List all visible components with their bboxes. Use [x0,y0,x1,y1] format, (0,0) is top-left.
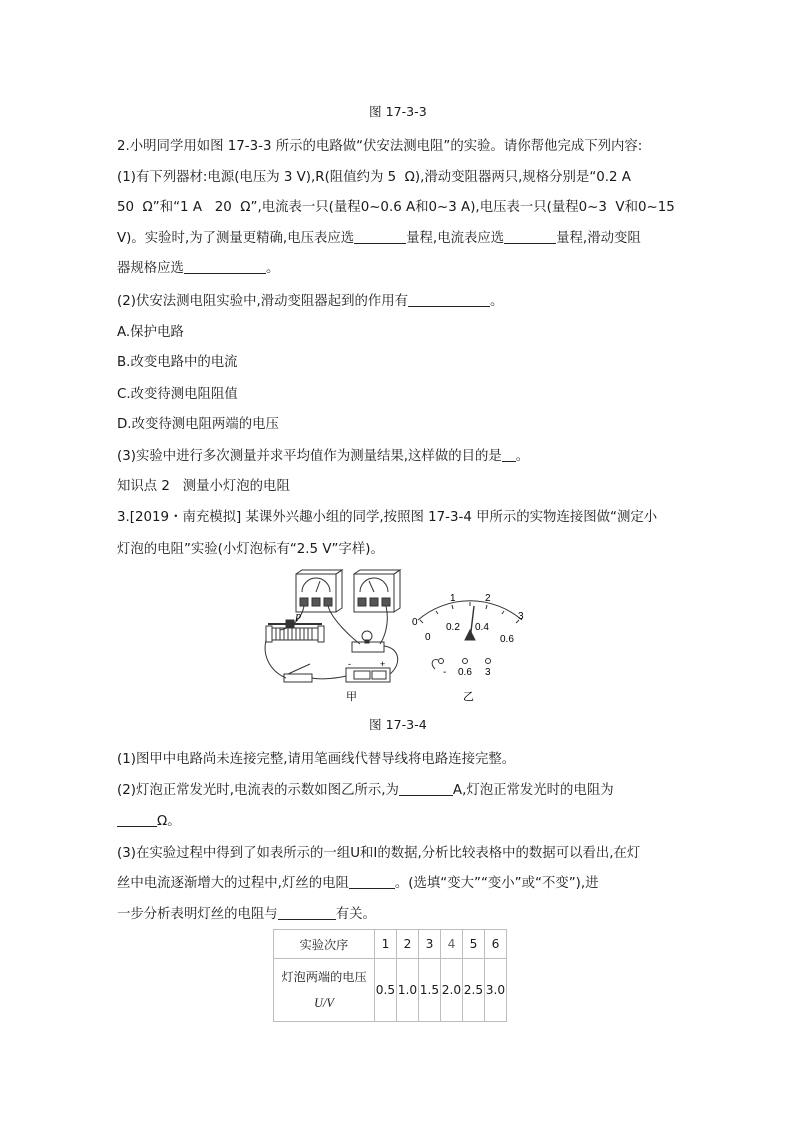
table-header-row [274,930,507,959]
answer-blank-factor[interactable] [278,905,336,920]
header-num: 1 [375,930,397,959]
q3-line-1: 3.[2019・南充模拟] 某课外兴趣小组的同学,按照图 17-3-4 甲所示的实物连接图做“测定小 [117,510,658,525]
battery-minus: - [348,659,351,669]
label-yi: 乙 [463,690,474,703]
header-num: 5 [463,930,485,959]
q3-part-1: (1)图甲中电路尚未连接完整,请用笔画线代替导线将电路连接完整。 [117,752,516,767]
q2-line-3: 50 Ω”和“1 A 20 Ω”,电流表一只(量程0~0.6 A和0~3 A),电压表一只(量程0~3 V和0~15 [117,200,675,215]
q2-line-4: V)。实验时,为了测量更精确,电压表应选 量程,电流表应选 量程,滑动变阻 [117,231,641,246]
q3-line-2: 灯泡的电阻”实验(小灯泡标有“2.5 V”字样)。 [117,542,384,557]
answer-blank-rheostat-role[interactable] [408,292,490,307]
table-cell: 1.5 [419,959,441,1022]
section-heading: 知识点 2 测量小灯泡的电阻 [117,479,290,494]
q2-line-5: 器规格应选 。 [117,261,280,276]
dial-bottom-0: 0 [425,632,431,643]
dial-top-1: 1 [450,593,456,604]
terminal-0-6: 0.6 [458,667,472,678]
dial-top-0: 0 [412,617,418,628]
table-cell: 1.0 [397,959,419,1022]
q3-part-3c: 一步分析表明灯丝的电阻与 有关。 [117,907,376,922]
q3-part-2: (2)灯泡正常发光时,电流表的示数如图乙所示,为 A,灯泡正常发光时的电阻为 [117,783,614,798]
option-d: D.改变待测电阻两端的电压 [117,417,279,432]
dial-top-2: 2 [485,593,491,604]
q2-line-6: (2)伏安法测电阻实验中,滑动变阻器起到的作用有 。 [117,294,504,309]
answer-blank-resistance[interactable] [117,812,157,827]
q3-part-3: (3)在实验过程中得到了如表所示的一组U和I的数据,分析比较表格中的数据可以看出,在灯 [117,846,641,861]
table-cell: 2.0 [441,959,463,1022]
q2-line-1: 2.小明同学用如图 17-3-3 所示的电路做“伏安法测电阻”的实验。请你帮他完成下列内容: [117,139,643,154]
switch [284,664,312,682]
answer-blank-ammeter-range[interactable] [504,229,556,244]
data-table [273,929,507,1022]
answer-blank-current[interactable] [399,781,453,796]
battery-plus: + [380,659,386,669]
table-cell: 2.5 [463,959,485,1022]
answer-blank-trend[interactable] [349,874,395,889]
dial-bottom-0-2: 0.2 [446,622,460,633]
dial-bottom-0-6: 0.6 [500,634,514,645]
ammeter-device [296,570,342,612]
option-a: A.保护电路 [117,325,184,340]
answer-blank-rheostat-spec[interactable] [184,259,266,274]
figure-caption-17-3-4: 图 17-3-4 [369,717,427,732]
table-row [274,959,507,1022]
q2-line-2: (1)有下列器材:电源(电压为 3 V),R(阻值约为 5 Ω),滑动变阻器两只,规格分别是“0.2 A [117,170,631,185]
q3-part-3b: 丝中电流逐渐增大的过程中,灯丝的电阻 。(选填“变大”“变小”或“不变”),进 [117,876,599,891]
figure-caption-17-3-3: 图 17-3-3 [369,104,427,119]
q2-line-7: (3)实验中进行多次测量并求平均值作为测量结果,这样做的目的是 。 [117,449,530,464]
answer-blank-voltmeter-range[interactable] [354,229,406,244]
header-num: 6 [485,930,507,959]
label-jia: 甲 [346,690,357,703]
header-num: 3 [419,930,441,959]
answer-blank-purpose[interactable] [502,447,516,462]
q3-part-2b: Ω。 [117,812,181,832]
dial-bottom-0-4: 0.4 [475,622,489,633]
label-p: P [295,613,302,624]
terminal-3: 3 [485,667,491,678]
circuit-figure [262,568,552,708]
voltmeter-device [354,570,400,612]
table-cell: 3.0 [485,959,507,1022]
terminal-minus: - [443,667,447,678]
header-num: 2 [397,930,419,959]
option-c: C.改变待测电阻阻值 [117,387,238,402]
header-label: 实验次序 [274,930,375,959]
table-cell: 0.5 [375,959,397,1022]
dial-top-3: 3 [518,611,524,622]
option-b: B.改变电路中的电流 [117,355,238,370]
header-num: 4 [441,930,463,959]
battery-box [346,668,390,682]
row-label: 灯泡两端的电压 U/V [274,959,375,1022]
